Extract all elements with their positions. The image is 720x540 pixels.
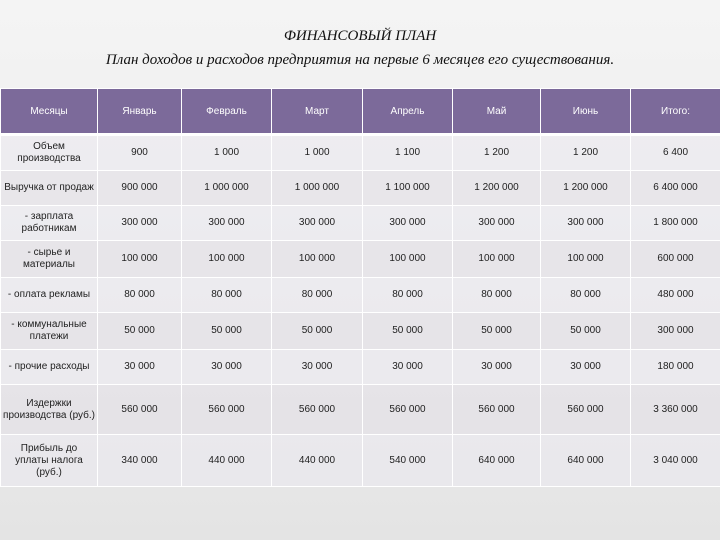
table-cell: 300 000 bbox=[272, 206, 363, 241]
table-cell: 300 000 bbox=[363, 206, 453, 241]
table-cell: 50 000 bbox=[363, 313, 453, 350]
table-cell: 80 000 bbox=[363, 278, 453, 313]
table-cell: 100 000 bbox=[363, 241, 453, 278]
table-row bbox=[1, 435, 720, 487]
table-cell: 50 000 bbox=[272, 313, 363, 350]
table-cell-total: 6 400 bbox=[631, 135, 720, 171]
header-april: Апрель bbox=[363, 89, 453, 135]
page-title: ФИНАНСОВЫЙ ПЛАН bbox=[283, 28, 437, 44]
row-label: Выручка от продаж bbox=[1, 171, 98, 206]
table-cell: 100 000 bbox=[98, 241, 182, 278]
table-cell: 900 000 bbox=[98, 171, 182, 206]
header-row bbox=[1, 89, 720, 135]
table-cell-total: 6 400 000 bbox=[631, 171, 720, 206]
header-february: Февраль bbox=[182, 89, 272, 135]
table-cell: 50 000 bbox=[541, 313, 631, 350]
table-row bbox=[1, 278, 720, 313]
table-cell: 1 000 bbox=[272, 135, 363, 171]
header-january: Январь bbox=[98, 89, 182, 135]
title-block bbox=[0, 26, 720, 70]
table-cell: 1 200 bbox=[541, 135, 631, 171]
header-june: Июнь bbox=[541, 89, 631, 135]
table-cell: 80 000 bbox=[98, 278, 182, 313]
table-cell: 440 000 bbox=[272, 435, 363, 487]
table-cell: 560 000 bbox=[363, 385, 453, 435]
table-cell: 560 000 bbox=[541, 385, 631, 435]
row-label: Издержки производства (руб.) bbox=[1, 385, 98, 435]
table-cell: 100 000 bbox=[182, 241, 272, 278]
table-cell: 300 000 bbox=[453, 206, 541, 241]
table-cell-total: 1 800 000 bbox=[631, 206, 720, 241]
row-label: Прибыль до уплаты налога (руб.) bbox=[1, 435, 98, 487]
page-subtitle: План доходов и расходов предприятия на первые 6 месяцев его существования. bbox=[105, 52, 615, 68]
table-cell: 640 000 bbox=[453, 435, 541, 487]
table-cell: 640 000 bbox=[541, 435, 631, 487]
table-row bbox=[1, 313, 720, 350]
table-cell: 440 000 bbox=[182, 435, 272, 487]
table-cell: 30 000 bbox=[272, 350, 363, 385]
table-cell: 560 000 bbox=[453, 385, 541, 435]
table-cell: 30 000 bbox=[453, 350, 541, 385]
table-cell: 100 000 bbox=[272, 241, 363, 278]
table-cell: 300 000 bbox=[541, 206, 631, 241]
table-cell: 100 000 bbox=[453, 241, 541, 278]
table-cell-total: 480 000 bbox=[631, 278, 720, 313]
table-cell: 560 000 bbox=[272, 385, 363, 435]
table-cell: 100 000 bbox=[541, 241, 631, 278]
table-cell: 50 000 bbox=[453, 313, 541, 350]
row-label: - зарплата работникам bbox=[1, 206, 98, 241]
table-cell: 1 200 000 bbox=[453, 171, 541, 206]
table-cell: 80 000 bbox=[453, 278, 541, 313]
table-cell: 300 000 bbox=[98, 206, 182, 241]
table-cell-total: 300 000 bbox=[631, 313, 720, 350]
table-row bbox=[1, 241, 720, 278]
table-cell: 1 100 bbox=[363, 135, 453, 171]
header-total: Итого: bbox=[631, 89, 720, 135]
row-label: - прочие расходы bbox=[1, 350, 98, 385]
header-march: Март bbox=[272, 89, 363, 135]
table-cell: 1 200 000 bbox=[541, 171, 631, 206]
table-row bbox=[1, 385, 720, 435]
table-cell: 30 000 bbox=[541, 350, 631, 385]
row-label: Объем производства bbox=[1, 135, 98, 171]
table-cell: 900 bbox=[98, 135, 182, 171]
table-cell: 30 000 bbox=[182, 350, 272, 385]
table-cell: 560 000 bbox=[98, 385, 182, 435]
table-cell: 50 000 bbox=[98, 313, 182, 350]
table-cell: 560 000 bbox=[182, 385, 272, 435]
table-cell: 80 000 bbox=[541, 278, 631, 313]
table-cell: 1 200 bbox=[453, 135, 541, 171]
table-cell: 80 000 bbox=[182, 278, 272, 313]
table-cell-total: 3 040 000 bbox=[631, 435, 720, 487]
table-row bbox=[1, 171, 720, 206]
table-cell: 30 000 bbox=[363, 350, 453, 385]
row-label: - коммунальные платежи bbox=[1, 313, 98, 350]
table-cell: 80 000 bbox=[272, 278, 363, 313]
row-label: - сырье и материалы bbox=[1, 241, 98, 278]
table-cell: 540 000 bbox=[363, 435, 453, 487]
table-cell: 1 000 bbox=[182, 135, 272, 171]
table-cell: 50 000 bbox=[182, 313, 272, 350]
table-cell-total: 600 000 bbox=[631, 241, 720, 278]
header-months: Месяцы bbox=[1, 89, 98, 135]
financial-plan-table bbox=[0, 88, 720, 487]
table-cell: 30 000 bbox=[98, 350, 182, 385]
table-cell-total: 180 000 bbox=[631, 350, 720, 385]
row-label: - оплата рекламы bbox=[1, 278, 98, 313]
table-cell: 1 000 000 bbox=[182, 171, 272, 206]
table-row bbox=[1, 350, 720, 385]
table-row bbox=[1, 135, 720, 171]
table-cell: 340 000 bbox=[98, 435, 182, 487]
header-may: Май bbox=[453, 89, 541, 135]
table-cell-total: 3 360 000 bbox=[631, 385, 720, 435]
table-row bbox=[1, 206, 720, 241]
table-cell: 1 100 000 bbox=[363, 171, 453, 206]
table-cell: 300 000 bbox=[182, 206, 272, 241]
table-cell: 1 000 000 bbox=[272, 171, 363, 206]
